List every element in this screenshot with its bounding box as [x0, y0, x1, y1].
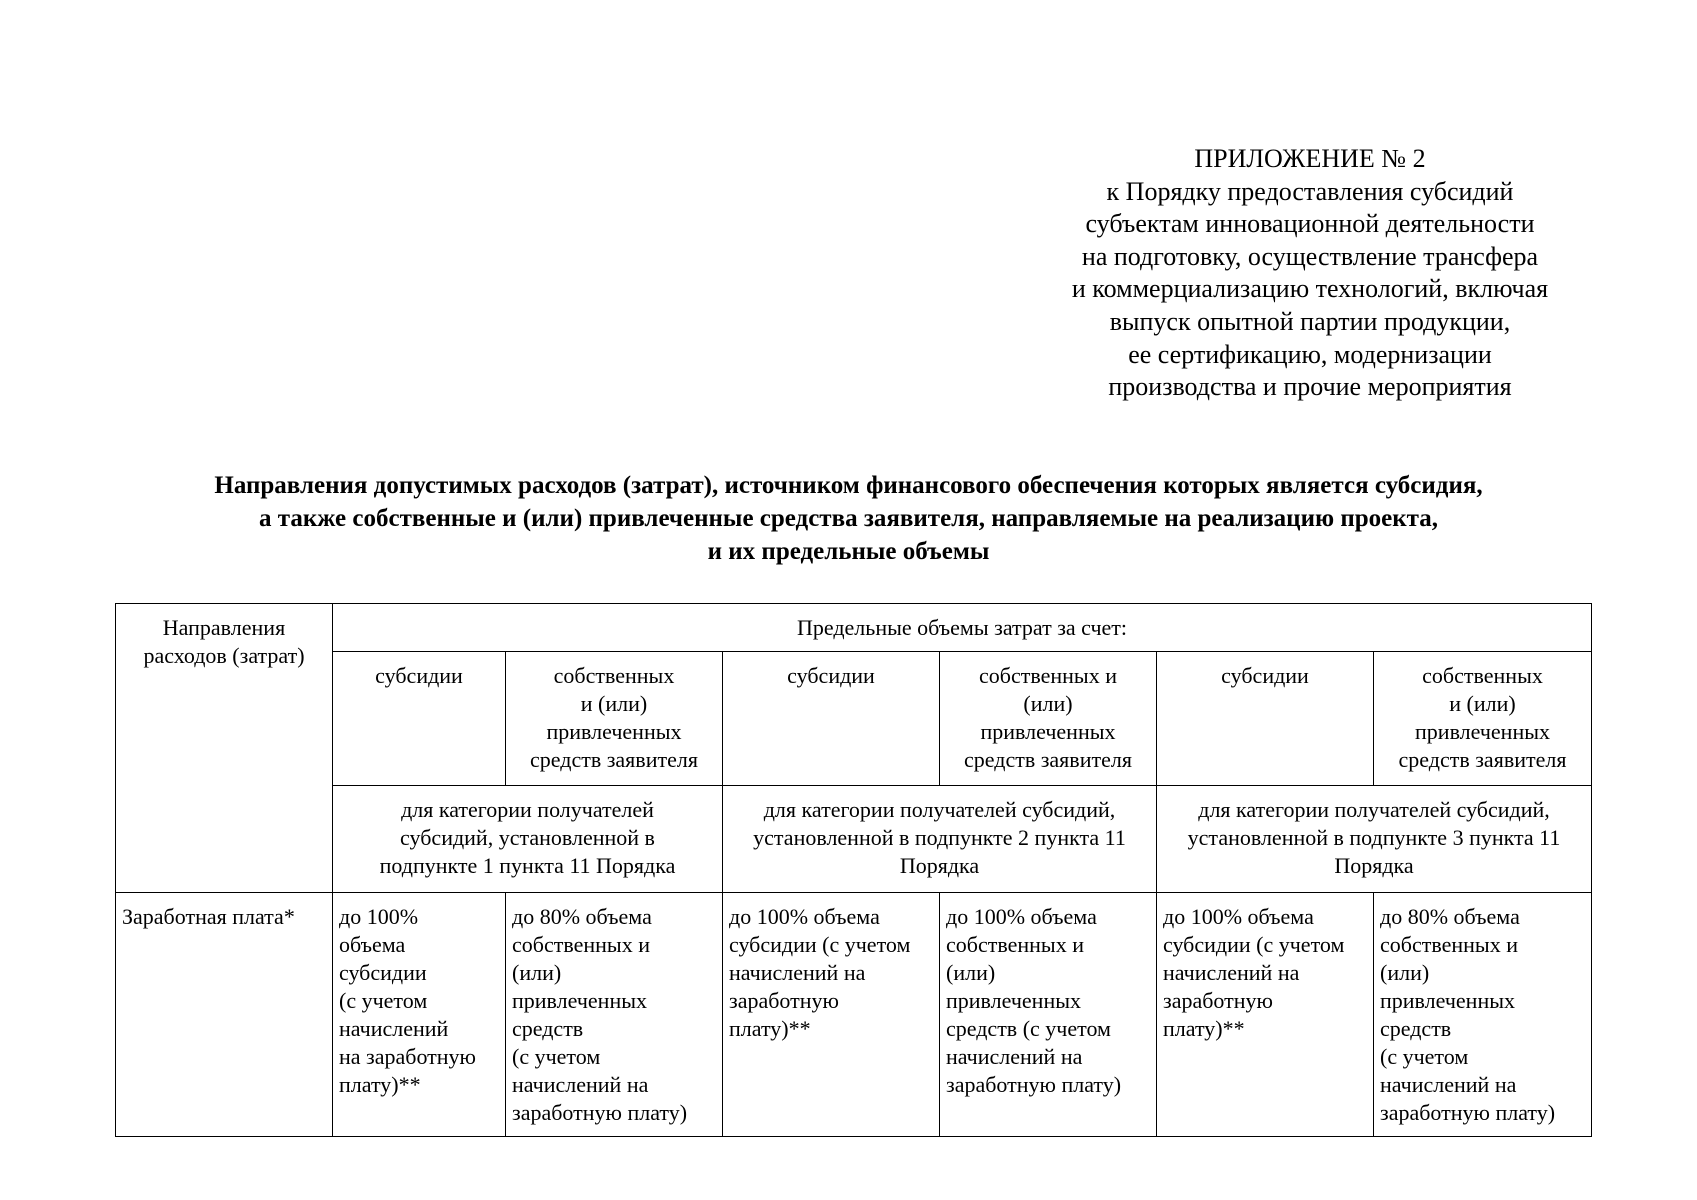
- title-line: а также собственные и (или) привлеченные средства заявителя, направляемые на реализацию проекта,: [259, 505, 1438, 532]
- source-cell-subsidy-2: субсидии: [723, 652, 940, 786]
- table-cell: до 100% объема субсидии (с учетом начислений на заработную плату)**: [333, 893, 506, 1137]
- appendix-header: [1030, 143, 1590, 404]
- appendix-number: ПРИЛОЖЕНИЕ № 2: [1194, 144, 1426, 173]
- source-cell-subsidy-3: субсидии: [1157, 652, 1374, 786]
- category-cell-1: для категории получателей субсидий, установленной в подпункте 1 пункта 11 Порядка: [333, 786, 723, 893]
- directions-header-cell: Направления расходов (затрат): [116, 604, 333, 893]
- table-cell: до 100% объема субсидии (с учетом начислений на заработную плату)**: [1157, 893, 1374, 1137]
- appendix-line: ее сертификацию, модернизации: [1128, 339, 1492, 369]
- header-row-categories: [116, 786, 1592, 893]
- appendix-line: к Порядку предоставления субсидий: [1106, 176, 1514, 206]
- table-cell: до 80% объема собственных и (или) привлеченных средств (с учетом начислений на заработную плату): [1374, 893, 1592, 1137]
- appendix-line: выпуск опытной партии продукции,: [1109, 306, 1511, 336]
- table-cell: до 100% объема собственных и (или) привлеченных средств (с учетом начислений на заработную плату): [940, 893, 1157, 1137]
- limits-header-cell: Предельные объемы затрат за счет:: [333, 604, 1592, 652]
- table-cell: до 100% объема субсидии (с учетом начислений на заработную плату)**: [723, 893, 940, 1137]
- table-cell: до 80% объема собственных и (или) привлеченных средств (с учетом начислений на заработную плату): [506, 893, 723, 1137]
- header-row-sources: [116, 652, 1592, 786]
- table-row: [116, 893, 1592, 1137]
- category-cell-2: для категории получателей субсидий, установленной в подпункте 2 пункта 11 Порядка: [723, 786, 1157, 893]
- document-title: [60, 469, 1637, 568]
- row-label-salary: Заработная плата*: [116, 893, 333, 1137]
- source-cell-own-funds-1: собственных и (или) привлеченных средств заявителя: [506, 652, 723, 786]
- header-row-limits: [116, 604, 1592, 652]
- category-cell-3: для категории получателей субсидий, установленной в подпункте 3 пункта 11 Порядка: [1157, 786, 1592, 893]
- appendix-line: субъектам инновационной деятельности: [1085, 209, 1535, 239]
- appendix-line: и коммерциализацию технологий, включая: [1071, 274, 1549, 304]
- appendix-line: на подготовку, осуществление трансфера: [1081, 241, 1539, 271]
- expense-limits-table: [115, 603, 1592, 1137]
- title-line: и их предельные объемы: [707, 538, 990, 565]
- source-cell-subsidy-1: субсидии: [333, 652, 506, 786]
- source-cell-own-funds-3: собственных и (или) привлеченных средств заявителя: [1374, 652, 1592, 786]
- source-cell-own-funds-2: собственных и (или) привлеченных средств заявителя: [940, 652, 1157, 786]
- appendix-line: производства и прочие мероприятия: [1108, 372, 1512, 402]
- title-line: Направления допустимых расходов (затрат), источником финансового обеспечения которых является субсидия,: [214, 472, 1483, 499]
